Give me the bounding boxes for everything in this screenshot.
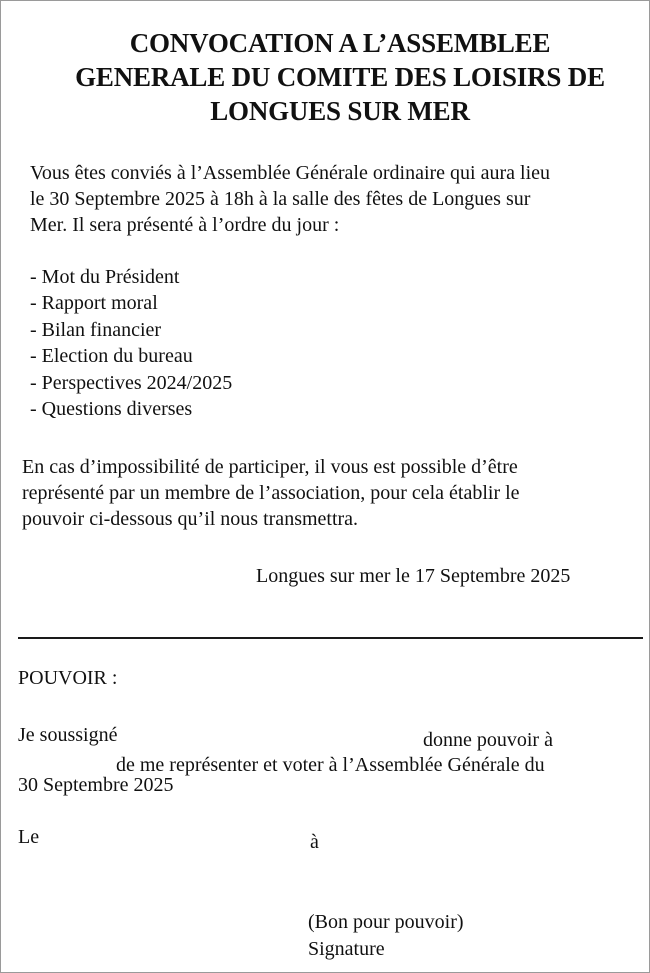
- intro-paragraph: [30, 160, 640, 238]
- representation-line-2: représenté par un membre de l’association, pour cela établir le: [22, 482, 520, 504]
- intro-line-2: le 30 Septembre 2025 à 18h à la salle des fêtes de Longues sur: [30, 188, 531, 210]
- agenda-item: - Bilan financier: [30, 318, 162, 341]
- section-divider: [18, 637, 643, 639]
- undersigned-label: Je soussigné: [18, 724, 118, 746]
- representation-line-3: pouvoir ci-dessous qu’il nous transmettra.: [22, 508, 359, 530]
- document-title: [0, 26, 650, 128]
- place-field-label: à: [310, 831, 319, 853]
- title-line-3: LONGUES SUR MER: [210, 96, 470, 126]
- agenda-list: [30, 264, 232, 422]
- representation-line-1: En cas d’impossibilité de participer, il vous est possible d’être: [22, 456, 518, 478]
- agenda-item: - Rapport moral: [30, 292, 158, 315]
- proxy-heading: POUVOIR :: [18, 667, 118, 689]
- represent-text: de me représenter et voter à l’Assemblée Générale du: [116, 754, 545, 776]
- intro-line-3: Mer. Il sera présenté à l’ordre du jour :: [30, 214, 340, 236]
- intro-line-1: Vous êtes conviés à l’Assemblée Générale ordinaire qui aura lieu: [30, 162, 550, 184]
- place-and-date: Longues sur mer le 17 Septembre 2025: [256, 565, 571, 587]
- date-field-label: Le: [18, 826, 40, 848]
- signature-label: Signature: [308, 938, 385, 960]
- representation-paragraph: [22, 454, 520, 532]
- agenda-item: - Election du bureau: [30, 345, 193, 368]
- assembly-date: 30 Septembre 2025: [18, 774, 174, 796]
- agenda-item: - Mot du Président: [30, 266, 180, 288]
- agenda-item: - Perspectives 2024/2025: [30, 371, 233, 394]
- agenda-item: - Questions diverses: [30, 398, 193, 421]
- title-line-1: CONVOCATION A L’ASSEMBLEE: [129, 28, 551, 58]
- title-line-2: GENERALE DU COMITE DES LOISIRS DE: [75, 62, 605, 92]
- bon-pour-pouvoir-label: (Bon pour pouvoir): [308, 911, 464, 933]
- gives-power-label: donne pouvoir à: [423, 729, 553, 751]
